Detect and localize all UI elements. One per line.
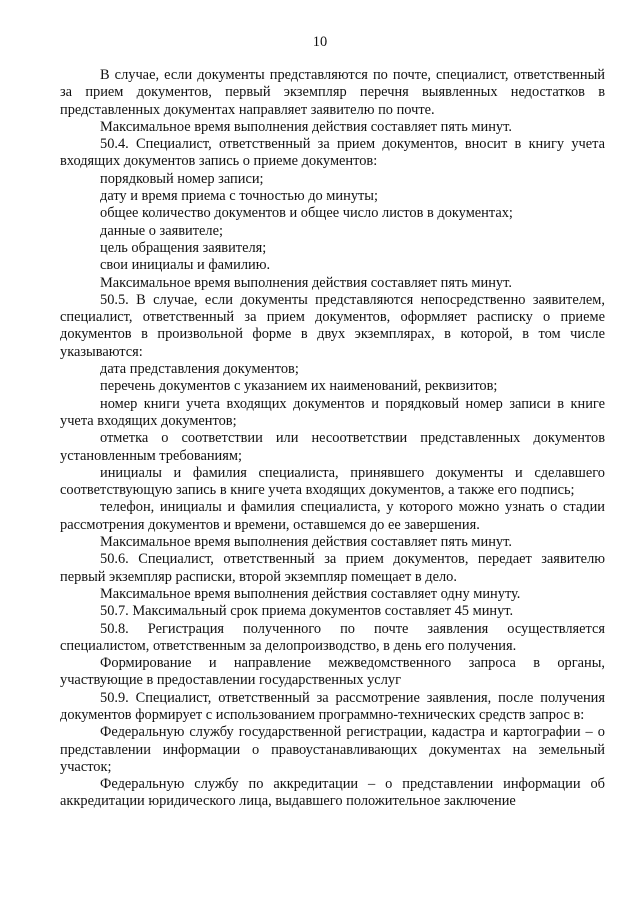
- paragraph: 50.4. Специалист, ответственный за прием документов, вносит в книгу учета входящих документов запись о приеме документов:: [60, 136, 605, 170]
- list-item: свои инициалы и фамилию.: [100, 257, 271, 274]
- page-number: 10: [312, 34, 328, 50]
- paragraph: Максимальное время выполнения действия составляет пять минут.: [100, 274, 512, 291]
- paragraph: 50.7. Максимальный срок приема документов составляет 45 минут.: [100, 603, 514, 620]
- paragraph: Максимальное время выполнения действия составляет пять минут.: [100, 118, 512, 135]
- section-heading: Формирование и направление межведомственного запроса в органы, участвующие в предоставлении государственных услуг: [60, 655, 605, 689]
- paragraph: Максимальное время выполнения действия составляет одну минуту.: [100, 585, 521, 602]
- list-item: дата представления документов;: [100, 361, 299, 378]
- paragraph: Максимальное время выполнения действия составляет пять минут.: [100, 534, 512, 551]
- document-body: [60, 67, 605, 811]
- paragraph: В случае, если документы представляются по почте, специалист, ответственный за прием документов, первый экземпляр перечня выявленных недостатков в представленных документах направляет заявителю по почте.: [60, 67, 605, 118]
- paragraph: 50.8. Регистрация полученного по почте заявления осуществляется специалистом, ответственным за делопроизводство, в день его получения.: [60, 620, 605, 654]
- list-item: телефон, инициалы и фамилия специалиста, у которого можно узнать о стадии рассмотрения документов и времени, оставшемся до ее завершения.: [60, 499, 605, 533]
- list-item: данные о заявителе;: [100, 222, 223, 239]
- list-item: перечень документов с указанием их наименований, реквизитов;: [100, 378, 498, 395]
- paragraph: 50.9. Специалист, ответственный за рассмотрение заявления, после получения документов формирует с использованием программно-технических средств запрос в:: [60, 689, 605, 723]
- list-item: общее количество документов и общее число листов в документах;: [100, 205, 513, 222]
- list-item: дату и время приема с точностью до минуты;: [100, 188, 378, 205]
- paragraph: Федеральную службу по аккредитации – о представлении информации об аккредитации юридического лица, выдавшего положительное заключение: [60, 776, 605, 810]
- paragraph: 50.6. Специалист, ответственный за прием документов, передает заявителю первый экземпляр расписки, второй экземпляр помещает в дело.: [60, 551, 605, 585]
- list-item: инициалы и фамилия специалиста, принявшего документы и сделавшего соответствующую запись в книге учета входящих документов, а также его подпись;: [60, 464, 605, 499]
- list-item: отметка о соответствии или несоответствии представленных документов установленным требованиям;: [60, 430, 605, 464]
- paragraph: Федеральную службу государственной регистрации, кадастра и картографии – о представлении информации о правоустанавливающих документах на земельный участок;: [60, 724, 605, 775]
- list-item: цель обращения заявителя;: [100, 239, 267, 256]
- list-item: порядковый номер записи;: [100, 170, 264, 187]
- list-item: номер книги учета входящих документов и порядковый номер записи в книге учета входящих документов;: [60, 395, 605, 429]
- paragraph: 50.5. В случае, если документы представляются непосредственно заявителем, специалист, ответственный за прием документов, оформляет расписку о приеме документов в произвольной форме в двух экземплярах, в которой, в том числе указываются:: [60, 291, 605, 360]
